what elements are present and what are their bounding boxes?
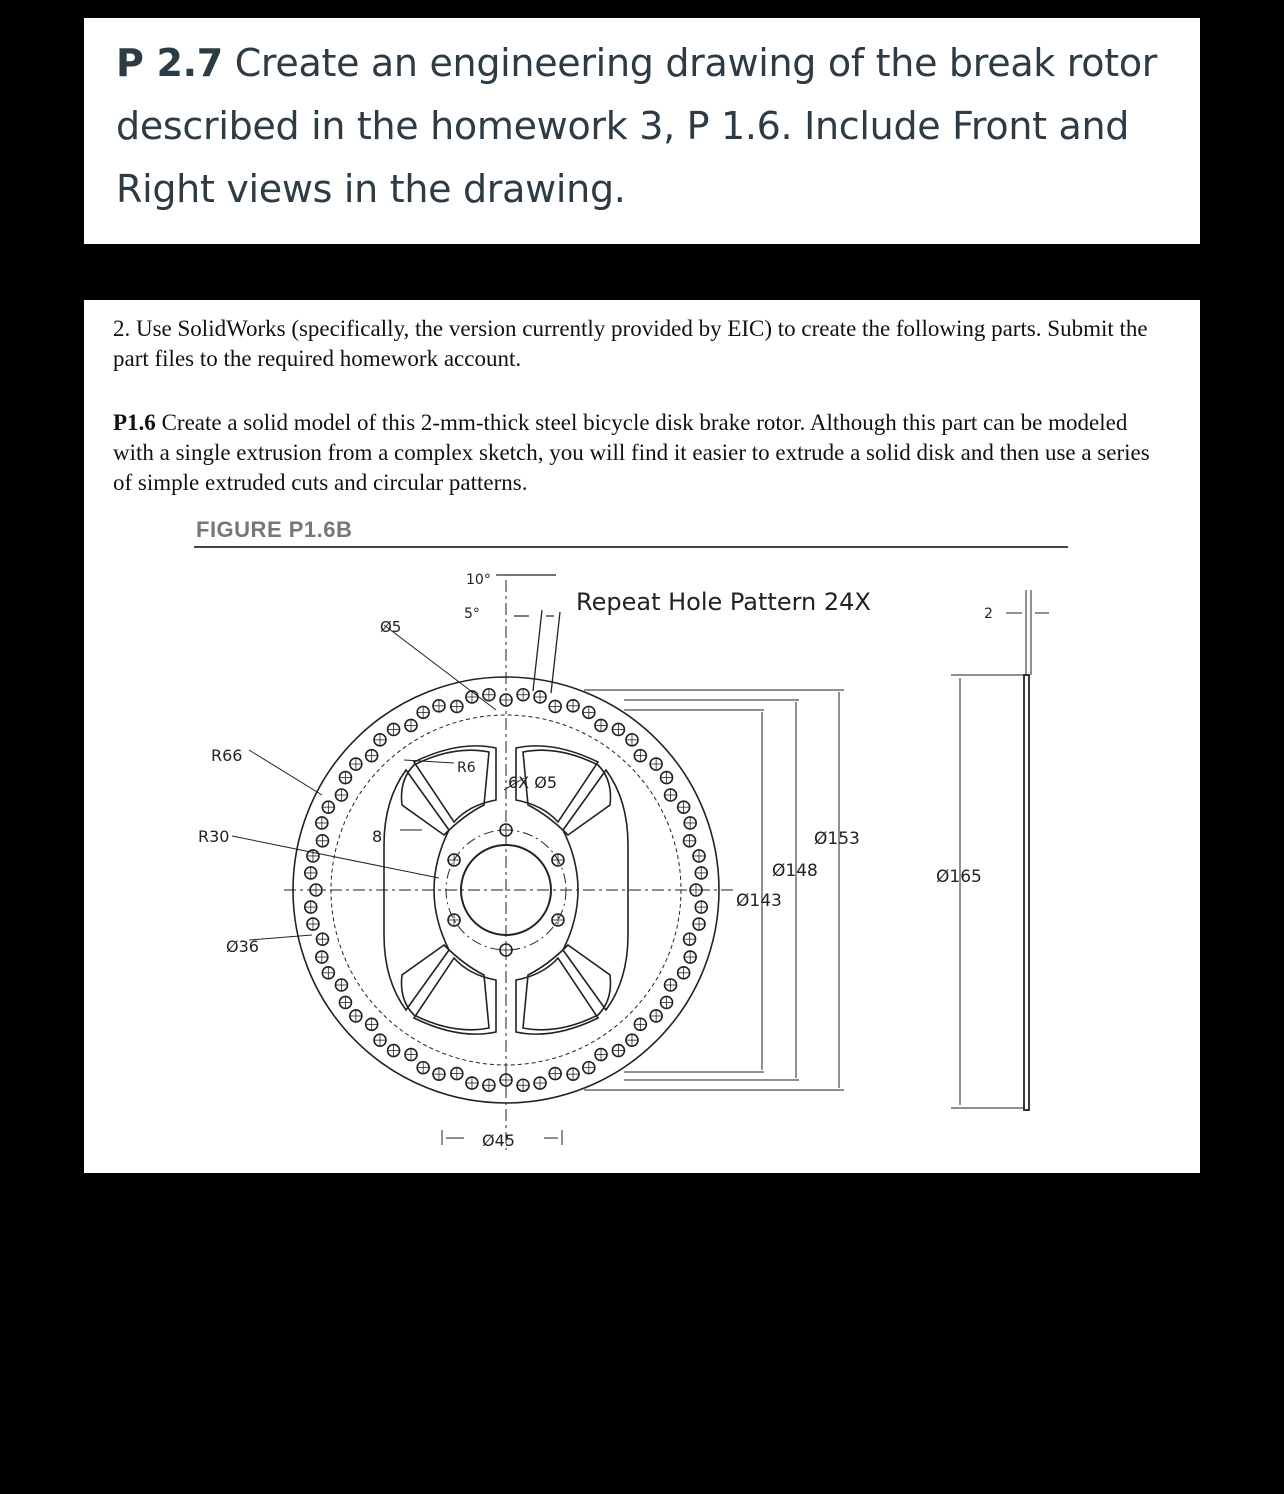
rotor-hole bbox=[684, 835, 696, 847]
rotor-hole bbox=[433, 700, 445, 712]
p16-number: P1.6 bbox=[113, 410, 156, 435]
rotor-hole bbox=[595, 719, 607, 731]
rotor-hole bbox=[665, 789, 677, 801]
rotor-hole bbox=[626, 1034, 638, 1046]
top-left-cutout bbox=[414, 746, 496, 822]
rotor-hole bbox=[305, 867, 317, 879]
rotor-hole bbox=[567, 700, 579, 712]
bottom-left-cutout bbox=[414, 958, 496, 1034]
rotor-hole bbox=[335, 789, 347, 801]
thickness-label: 2 bbox=[984, 606, 993, 622]
r30-label: R30 bbox=[198, 827, 230, 846]
r66-label: R66 bbox=[211, 746, 243, 765]
rotor-hole bbox=[665, 979, 677, 991]
bottom-right-cutout bbox=[516, 958, 598, 1034]
rotor-hole bbox=[316, 835, 328, 847]
rotor-hole bbox=[650, 1010, 662, 1022]
problem-heading bbox=[116, 32, 1168, 221]
angle-10-label: 10° bbox=[466, 572, 491, 588]
rotor-hole bbox=[417, 1062, 429, 1074]
rotor-hole bbox=[661, 996, 673, 1008]
problem-text: Create an engineering drawing of the break rotor described in the homework 3, P 1.6. Include Front and Right views in the drawing. bbox=[116, 41, 1158, 211]
rotor-hole bbox=[634, 1018, 646, 1030]
rotor-hole bbox=[612, 1045, 624, 1057]
rotor-hole bbox=[466, 1077, 478, 1089]
angle-5-label: 5° bbox=[464, 606, 480, 622]
figure-title: FIGURE P1.6B bbox=[196, 517, 353, 542]
right-cutout bbox=[563, 770, 628, 1010]
rotor-hole bbox=[695, 901, 707, 913]
rotor-hole bbox=[339, 772, 351, 784]
rotor-hole bbox=[451, 1068, 463, 1080]
front-view bbox=[232, 575, 844, 1150]
hole-diameter-label: Ø5 bbox=[380, 618, 402, 636]
rotor-hole bbox=[417, 706, 429, 718]
rotor-hole bbox=[466, 691, 478, 703]
rotor-hole bbox=[350, 758, 362, 770]
rotor-hole bbox=[684, 933, 696, 945]
rotor-hole bbox=[595, 1049, 607, 1061]
rotor-hole bbox=[552, 914, 564, 926]
rotor-hole bbox=[405, 1049, 417, 1061]
problem-card bbox=[84, 18, 1200, 244]
rotor-hole bbox=[552, 854, 564, 866]
repeat-pattern-note: Repeat Hole Pattern 24X bbox=[576, 588, 871, 616]
rotor-hole bbox=[316, 951, 328, 963]
rotor-hole bbox=[374, 1034, 386, 1046]
d153-label: Ø153 bbox=[814, 829, 860, 849]
rotor-hole bbox=[451, 700, 463, 712]
rotor-hole bbox=[316, 817, 328, 829]
rotor-hole bbox=[517, 689, 529, 701]
rotor-hole bbox=[448, 854, 460, 866]
engineering-drawing bbox=[84, 300, 1200, 1173]
rotor-hole bbox=[549, 1068, 561, 1080]
r6-label: R6 bbox=[457, 760, 476, 776]
rotor-hole bbox=[678, 801, 690, 813]
rotor-edge-view bbox=[1024, 675, 1029, 1110]
six-holes-label: 6X Ø5 bbox=[508, 773, 557, 792]
rotor-hole bbox=[448, 914, 460, 926]
rotor-hole bbox=[374, 734, 386, 746]
rotor-hole bbox=[322, 967, 334, 979]
rotor-hole bbox=[693, 850, 705, 862]
d165-label: Ø165 bbox=[936, 867, 982, 887]
rotor-hole bbox=[650, 758, 662, 770]
rotor-hole bbox=[534, 691, 546, 703]
rotor-hole bbox=[433, 1068, 445, 1080]
rotor-hole bbox=[678, 967, 690, 979]
rotor-hole bbox=[684, 817, 696, 829]
rotor-hole bbox=[583, 706, 595, 718]
rotor-hole bbox=[612, 723, 624, 735]
rotor-hole bbox=[339, 996, 351, 1008]
rotor-hole bbox=[405, 719, 417, 731]
rotor-hole bbox=[316, 933, 328, 945]
d45-label: Ø45 bbox=[482, 1131, 515, 1150]
d143-label: Ø143 bbox=[736, 891, 782, 911]
rotor-hole bbox=[517, 1079, 529, 1091]
rotor-hole bbox=[307, 918, 319, 930]
rotor-hole bbox=[388, 723, 400, 735]
rotor-hole bbox=[534, 1077, 546, 1089]
rotor-hole bbox=[583, 1062, 595, 1074]
rotor-hole bbox=[335, 979, 347, 991]
rotor-hole bbox=[549, 700, 561, 712]
rotor-hole bbox=[350, 1010, 362, 1022]
rotor-hole bbox=[693, 918, 705, 930]
d36-label: Ø36 bbox=[226, 937, 259, 956]
rotor-hole bbox=[634, 750, 646, 762]
rotor-hole bbox=[567, 1068, 579, 1080]
rotor-hole bbox=[626, 734, 638, 746]
rotor-hole bbox=[483, 689, 495, 701]
rotor-hole bbox=[483, 1079, 495, 1091]
rotor-hole bbox=[695, 867, 707, 879]
rotor-hole bbox=[388, 1045, 400, 1057]
dim-8-label: 8 bbox=[372, 827, 383, 846]
rotor-hole bbox=[322, 801, 334, 813]
p16-text: Create a solid model of this 2-mm-thick steel bicycle disk brake rotor. Although this part can be modeled with a single extrusion from a complex sketch, you will find it easier to extrude a solid disk and then use a series of simple extruded cuts and circular patterns. bbox=[113, 410, 1150, 495]
rotor-hole bbox=[684, 951, 696, 963]
rotor-hole bbox=[305, 901, 317, 913]
rotor-hole bbox=[661, 772, 673, 784]
d148-label: Ø148 bbox=[772, 861, 818, 881]
rotor-hole bbox=[366, 1018, 378, 1030]
problem-number: P 2.7 bbox=[116, 41, 223, 85]
right-side-view bbox=[951, 590, 1049, 1110]
rotor-hole bbox=[366, 750, 378, 762]
instruction-text: 2. Use SolidWorks (specifically, the version currently provided by EIC) to create the following parts. Submit the part files to the required homework account. bbox=[113, 316, 1148, 371]
excerpt-image bbox=[84, 300, 1200, 1173]
